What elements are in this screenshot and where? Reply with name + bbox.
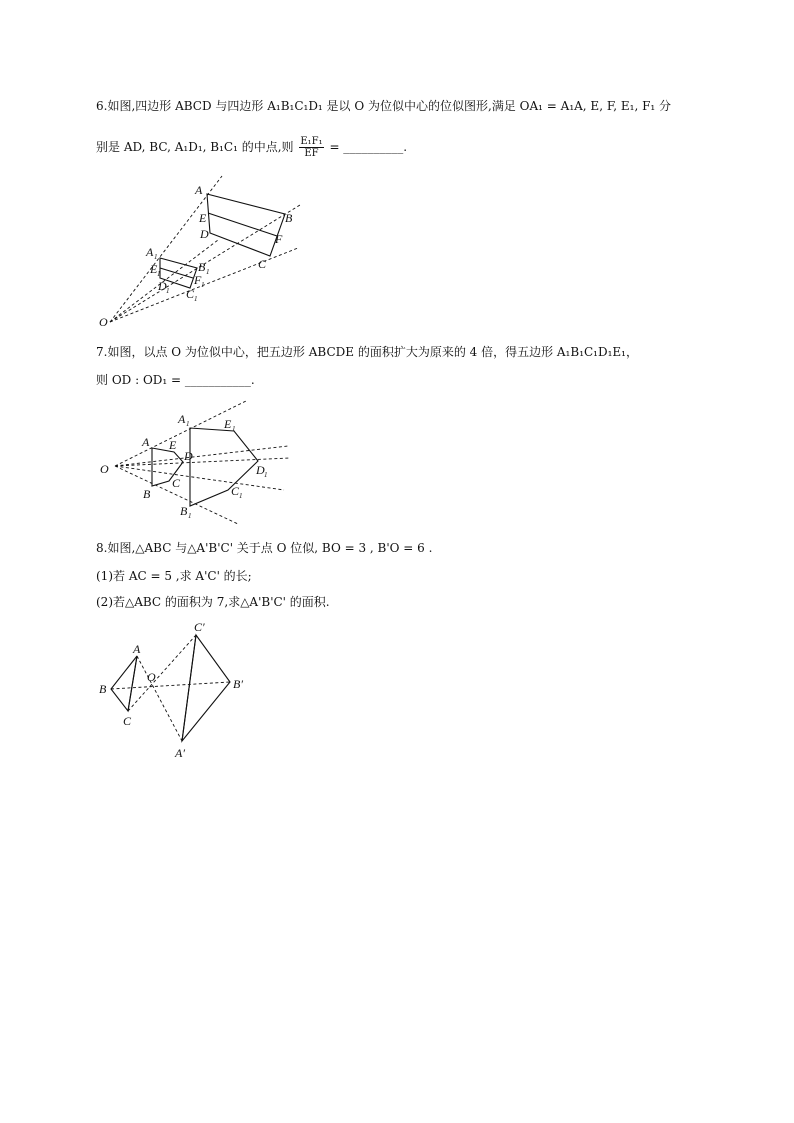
q6-segment-ef	[208, 213, 277, 236]
q6-label-c: C	[258, 257, 267, 271]
q8-text-line2: (1)若 AC = 5 ,求 A'C' 的长;	[96, 569, 252, 583]
q6-fraction	[299, 136, 323, 159]
q6-label-e1-sub: 1	[157, 270, 161, 278]
q8-label-o: O	[147, 670, 156, 684]
q6-label-c1: C	[186, 287, 195, 301]
q6-text-line2-pre: 别是 AD, BC, A₁D₁, B₁C₁ 的中点,则	[96, 140, 294, 154]
q7-figure	[95, 395, 295, 525]
q8-label-b: B	[99, 682, 107, 696]
q8-text-line3: (2)若△ABC 的面积为 7,求△A'B'C' 的面积.	[96, 595, 330, 609]
q8-figure	[95, 615, 255, 765]
q6-label-e: E	[199, 211, 207, 225]
q6-label-f1: F	[194, 273, 202, 287]
q7-label-d: D	[184, 449, 193, 463]
q6-label-b: B	[285, 211, 293, 225]
q7-label-e1-sub: 1	[232, 425, 236, 433]
q6-label-a1-sub: 1	[154, 253, 158, 261]
q6-fraction-denominator: EF	[304, 148, 319, 159]
q6-text-line2-post: = __________.	[329, 140, 408, 154]
q6-label-a1: A	[146, 245, 154, 259]
q6-label-c1-sub: 1	[194, 295, 198, 303]
q6-label-e1: E	[150, 262, 158, 276]
q7-text-line1: 7.如图，以点 O 为位似中心，把五边形 ABCDE 的面积扩大为原来的 4 倍，得五边形 A₁B₁C₁D₁E₁，	[96, 345, 638, 359]
q7-label-c1-sub: 1	[239, 492, 243, 500]
q6-label-b1: B	[198, 260, 206, 274]
q6-segment-e1f1	[160, 268, 193, 278]
q8-line-b-bp	[111, 682, 230, 689]
q6-label-d: D	[200, 227, 209, 241]
q8-label-ap: A′	[175, 746, 185, 760]
q7-label-d1: D	[256, 463, 265, 477]
q7-label-a1: A	[178, 412, 186, 426]
q6-label-f: F	[275, 232, 283, 246]
q8-label-a: A	[133, 642, 141, 656]
q6-label-b1-sub: 1	[206, 268, 210, 276]
q6-label-f1-sub: 1	[201, 281, 205, 289]
q6-fraction-numerator: E₁F₁	[300, 136, 323, 147]
q8-side-apcp	[182, 635, 196, 741]
q6-ray-oa	[110, 176, 222, 322]
q6-label-a: A	[195, 183, 203, 197]
q7-label-e: E	[169, 438, 177, 452]
q6-label-o: O	[99, 315, 108, 329]
q6-figure	[90, 170, 320, 330]
q8-text-line1: 8.如图,△ABC 与△A'B'C' 关于点 O 位似, BO = 3 , B'O = 6 .	[96, 541, 433, 555]
q7-label-a: A	[142, 435, 150, 449]
q8-label-cp: C′	[194, 620, 205, 634]
q6-label-d1: D	[158, 279, 167, 293]
q7-label-o: O	[100, 462, 109, 476]
q6-text-line1: 6.如图,四边形 ABCD 与四边形 A₁B₁C₁D₁ 是以 O 为位似中心的位似图形,满足 OA₁ = A₁A, E, F, E₁, F₁ 分	[96, 99, 672, 113]
q6-label-d1-sub: 1	[166, 287, 170, 295]
q7-label-d1-sub: 1	[264, 471, 268, 479]
q7-label-a1-sub: 1	[186, 420, 190, 428]
q6-quad-abcd	[207, 194, 285, 256]
q7-label-b1-sub: 1	[188, 512, 192, 520]
q8-label-bp: B′	[233, 677, 243, 691]
q8-triangle-abc	[111, 656, 137, 711]
q8-line-a-ap	[137, 656, 182, 741]
q7-pentagon-a1b1c1d1e1	[190, 428, 258, 506]
q7-text-line2: 则 OD : OD₁ = ___________.	[96, 373, 255, 387]
q7-label-b1: B	[180, 504, 188, 518]
q8-label-c: C	[123, 714, 132, 728]
q7-label-b: B	[143, 487, 151, 501]
q7-ray-oa	[115, 401, 246, 466]
q7-label-c: C	[172, 476, 181, 490]
q7-label-c1: C	[231, 484, 240, 498]
q6-text-line2	[96, 136, 407, 159]
q7-label-e1: E	[224, 417, 232, 431]
